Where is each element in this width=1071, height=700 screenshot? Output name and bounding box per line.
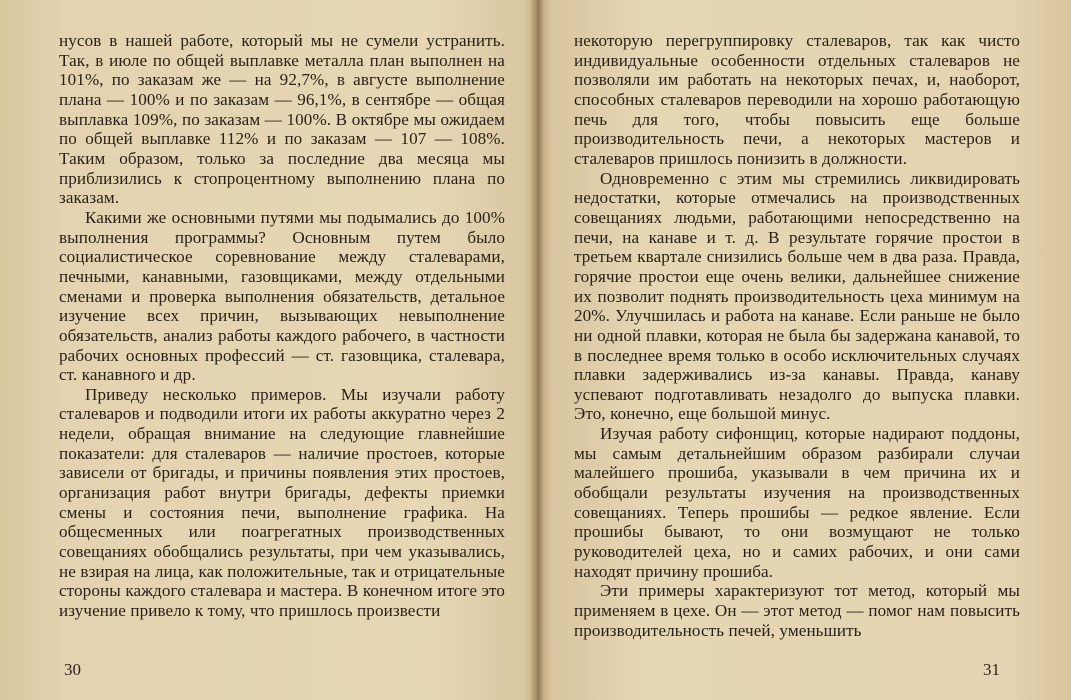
paragraph: нусов в нашей работе, который мы не сумели устранить. Так, в июле по общей выплавке металла план выполнен на 101%, по заказам же — на 92,7%, в августе выполнение плана — 100% и по заказам — 96,1%, в сентябре — общая выплавка 109%, по заказам — 100%. В октябре мы ожидаем по общей выплавке 112% и по заказам — 107 — 108%. Таким образом, только за последние два месяца мы приблизились к стопроцентному выполнению плана по заказам. — [59, 31, 505, 208]
paragraph: Какими же основными путями мы подымались до 100% выполнения программы? Основным путем было социалистическое соревнование между сталеварами, печными, канавными, газовщиками, между отдельными сменами и проверка выполнения обязательств, детальное изучение всех причин, вызывающих невыполнение обязательств, анализ работы каждого рабочего, в частности рабочих основных профессий — ст. газовщика, сталевара, ст. канавного и др. — [59, 207, 505, 385]
paragraph: Приведу несколько примеров. Мы изучали работу сталеваров и подводили итоги их работы аккуратно через 2 недели, обращая внимание на следующие главнейшие показатели: для сталеваров — наличие простоев, которые зависели от бригады, и причины появления этих простоев, организация работ внутри бригады, дефекты приемки смены и состояния печи, выполнение графика. На общесменных или поагрегатных производственных совещаниях обобщались результаты, при чем указывались, не взирая на лица, как положительные, так и отрицательные стороны каждого сталевара и мастера. В конечном итоге это изучение привело к тому, что пришлось произвести — [59, 384, 505, 621]
left-page-text — [59, 31, 505, 621]
page-number: 30 — [64, 660, 81, 679]
paragraph: Одновременно с этим мы стремились ликвидировать недостатки, которые отмечались на производственных совещаниях людьми, работающими непосредственно на печи, на канаве и т. д. В результате горячие простои в третьем квартале снизились больше чем в два раза. Правда, горячие простои еще очень велики, дальнейшее снижение их позволит поднять производительность цеха минимум на 20%. Улучшилась и работа на канаве. Если раньше не было ни одной плавки, которая не была бы задержана канавой, то в последнее время только в особо исключительных случаях плавки задерживались из-за канавы. Правда, канаву успевают подготавливать незадолго до выпуска плавки. Это, конечно, еще большой минус. — [574, 168, 1020, 424]
right-page-text — [574, 31, 1020, 640]
paragraph: Изучая работу сифонщиц, которые надирают поддоны, мы самым детальнейшим образом разбирали случаи малейшего прошиба, указывали в чем причина их и обобщали результаты изучения на производственных совещаниях. Теперь прошибы — редкое явление. Если прошибы бывают, то они возмущают не только руководителей цеха, но и самих рабочих, и они сами находят причину прошиба. — [574, 424, 1020, 581]
paragraph: некоторую перегруппировку сталеваров, так как чисто индивидуальные особенности отдельных сталеваров не позволяли им работать на некоторых печах, и, наоборот, способных сталеваров переводили на хорошо работающую печь для того, чтобы повысить еще больше производительность печи, а некоторых мастеров и сталеваров пришлось понизить в должности. — [574, 31, 1020, 168]
paragraph: Эти примеры характеризуют тот метод, который мы применяем в цехе. Он — этот метод — помог нам повысить производительность печей, уменьшить — [574, 581, 1020, 640]
page-number: 31 — [983, 660, 1000, 679]
right-page — [538, 0, 1071, 700]
